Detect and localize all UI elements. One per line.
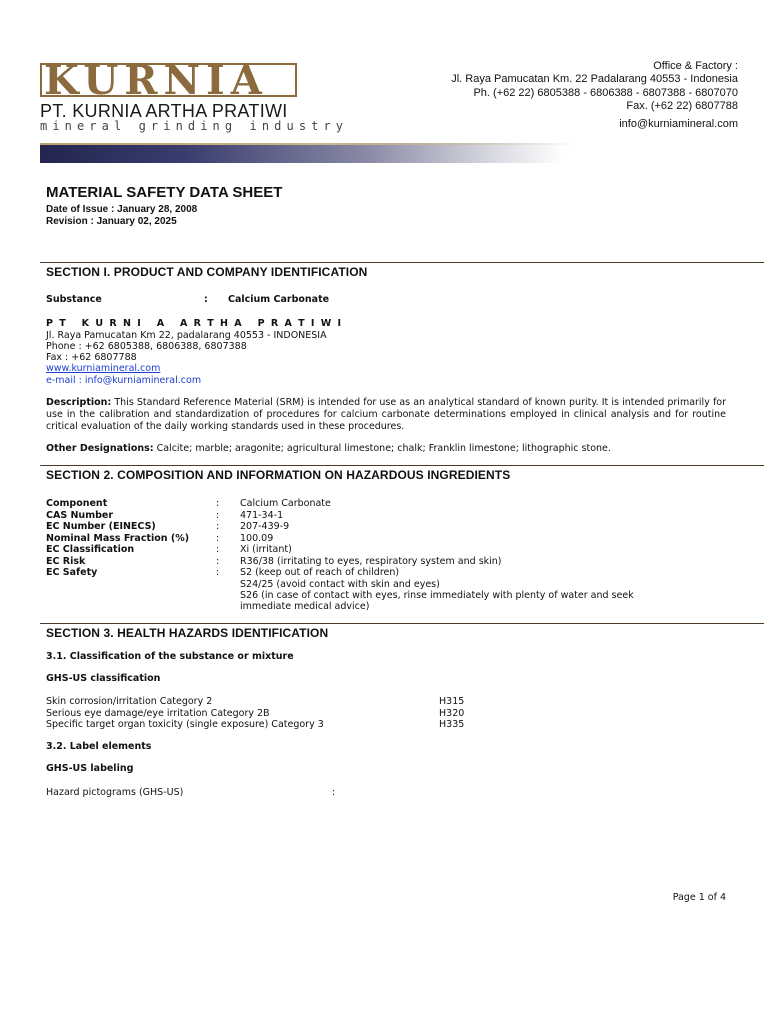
description-paragraph [46, 397, 726, 432]
composition-value: 100.09 [240, 532, 274, 544]
composition-label: EC Safety [46, 567, 98, 578]
composition-label: Nominal Mass Fraction (%) [46, 532, 190, 544]
section-1-heading: SECTION I. PRODUCT AND COMPANY IDENTIFICATION [46, 265, 368, 279]
revision-date: Revision : January 02, 2025 [46, 216, 177, 227]
composition-value: R36/38 (irritating to eyes, respiratory system and skin) [240, 555, 502, 567]
ghs-hazard-code: H335 [439, 719, 465, 730]
company-address: Jl. Raya Pamucatan Km 22, padalarang 40553 - INDONESIA [46, 330, 327, 341]
ghs-hazard-code: H320 [439, 707, 465, 719]
website-text[interactable]: www.kurniamineral.com [46, 363, 161, 374]
section-divider [40, 623, 764, 624]
ghs-hazard-code: H315 [439, 696, 465, 707]
company-website-link[interactable] [46, 363, 160, 375]
email-link[interactable]: info@kurniamineral.com [84, 375, 202, 386]
ec-safety-line-3: S26 (in case of contact with eyes, rinse immediately with plenty of water and seek [240, 590, 634, 601]
ec-safety-line-4: immediate medical advice) [240, 601, 370, 612]
section-divider [40, 262, 764, 263]
composition-label: EC Classification [46, 544, 135, 555]
logo-text: KURNIA [44, 63, 268, 97]
contact-phone: Ph. (+62 22) 6805388 - 6806388 - 6807388 - 6807070 [473, 86, 738, 99]
substance-label: Substance [46, 294, 102, 305]
company-fax: Fax : +62 6807788 [46, 352, 137, 363]
composition-value: 207-439-9 [240, 521, 290, 532]
company-name: PT. KURNIA ARTHA PRATIWI [40, 101, 288, 121]
other-designations-text: Calcite; marble; aragonite; agricultural limestone; chalk; Franklin limestone; lithographic stone. [153, 443, 611, 454]
subsection-3-2: 3.2. Label elements [46, 741, 152, 752]
other-designations-label: Other Designations: [46, 443, 154, 454]
composition-value: Xi (irritant) [240, 544, 292, 555]
hazard-pictograms-label: Hazard pictograms (GHS-US) [46, 787, 184, 798]
ghs-classification-heading: GHS-US classification [46, 673, 161, 684]
composition-colon: : [216, 498, 220, 509]
composition-label: EC Number (EINECS) [46, 521, 156, 532]
composition-colon: : [216, 567, 220, 578]
other-designations [46, 443, 726, 455]
composition-colon: : [216, 532, 220, 544]
company-tagline: mineral grinding industry [40, 119, 349, 133]
composition-label: CAS Number [46, 509, 114, 521]
company-email-line[interactable] [46, 375, 201, 387]
subsection-3-1: 3.1. Classification of the substance or mixture [46, 651, 294, 662]
contact-block [451, 60, 738, 131]
composition-value: S2 (keep out of reach of children) [240, 567, 400, 578]
ghs-labeling-heading: GHS-US labeling [46, 763, 134, 774]
substance-value: Calcium Carbonate [228, 294, 330, 305]
ghs-class-name: Skin corrosion/irritation Category 2 [46, 696, 213, 707]
page-number: Page 1 of 4 [672, 892, 726, 903]
ghs-class-name: Serious eye damage/eye irritation Category 2B [46, 707, 270, 719]
header-band-accent [40, 143, 768, 145]
company-name-spaced: P T K U R N I A A R T H A P R A T I W I [46, 318, 343, 329]
substance-colon: : [204, 294, 208, 305]
section-2-heading: SECTION 2. COMPOSITION AND INFORMATION ON HAZARDOUS INGREDIENTS [46, 468, 511, 482]
composition-colon: : [216, 555, 220, 567]
composition-value: Calcium Carbonate [240, 498, 331, 509]
composition-colon: : [216, 509, 220, 521]
contact-label: Office & Factory : [653, 60, 738, 72]
description-text: This Standard Reference Material (SRM) is intended for use as an analytical standard of known purity. It is intended primarily for use in the calibration and standardization of procedures for calcium carbonate determinations employed in clinical analysis and for routine critical evaluation of the daily working standards used in these procedures. [46, 397, 726, 432]
composition-value: 471-34-1 [240, 509, 284, 521]
hazard-pictograms-colon: : [332, 787, 336, 798]
section-divider [40, 465, 764, 466]
description-label: Description: [46, 397, 112, 408]
date-of-issue: Date of Issue : January 28, 2008 [46, 204, 198, 215]
composition-colon: : [216, 544, 220, 555]
composition-colon: : [216, 521, 220, 532]
contact-email[interactable]: info@kurniamineral.com [619, 117, 738, 130]
contact-address: Jl. Raya Pamucatan Km. 22 Padalarang 40553 - Indonesia [451, 73, 738, 86]
company-logo [40, 63, 297, 97]
section-3-heading: SECTION 3. HEALTH HAZARDS IDENTIFICATION [46, 626, 329, 640]
ghs-class-name: Specific target organ toxicity (single exposure) Category 3 [46, 719, 324, 730]
composition-label: Component [46, 498, 108, 509]
contact-fax: Fax. (+62 22) 6807788 [626, 100, 738, 113]
email-label: e-mail : [46, 375, 85, 386]
company-phone: Phone : +62 6805388, 6806388, 6807388 [46, 341, 247, 352]
composition-label: EC Risk [46, 555, 86, 567]
ec-safety-line-2: S24/25 (avoid contact with skin and eyes) [240, 579, 440, 590]
document-title: MATERIAL SAFETY DATA SHEET [46, 184, 283, 201]
header-band [40, 143, 768, 163]
